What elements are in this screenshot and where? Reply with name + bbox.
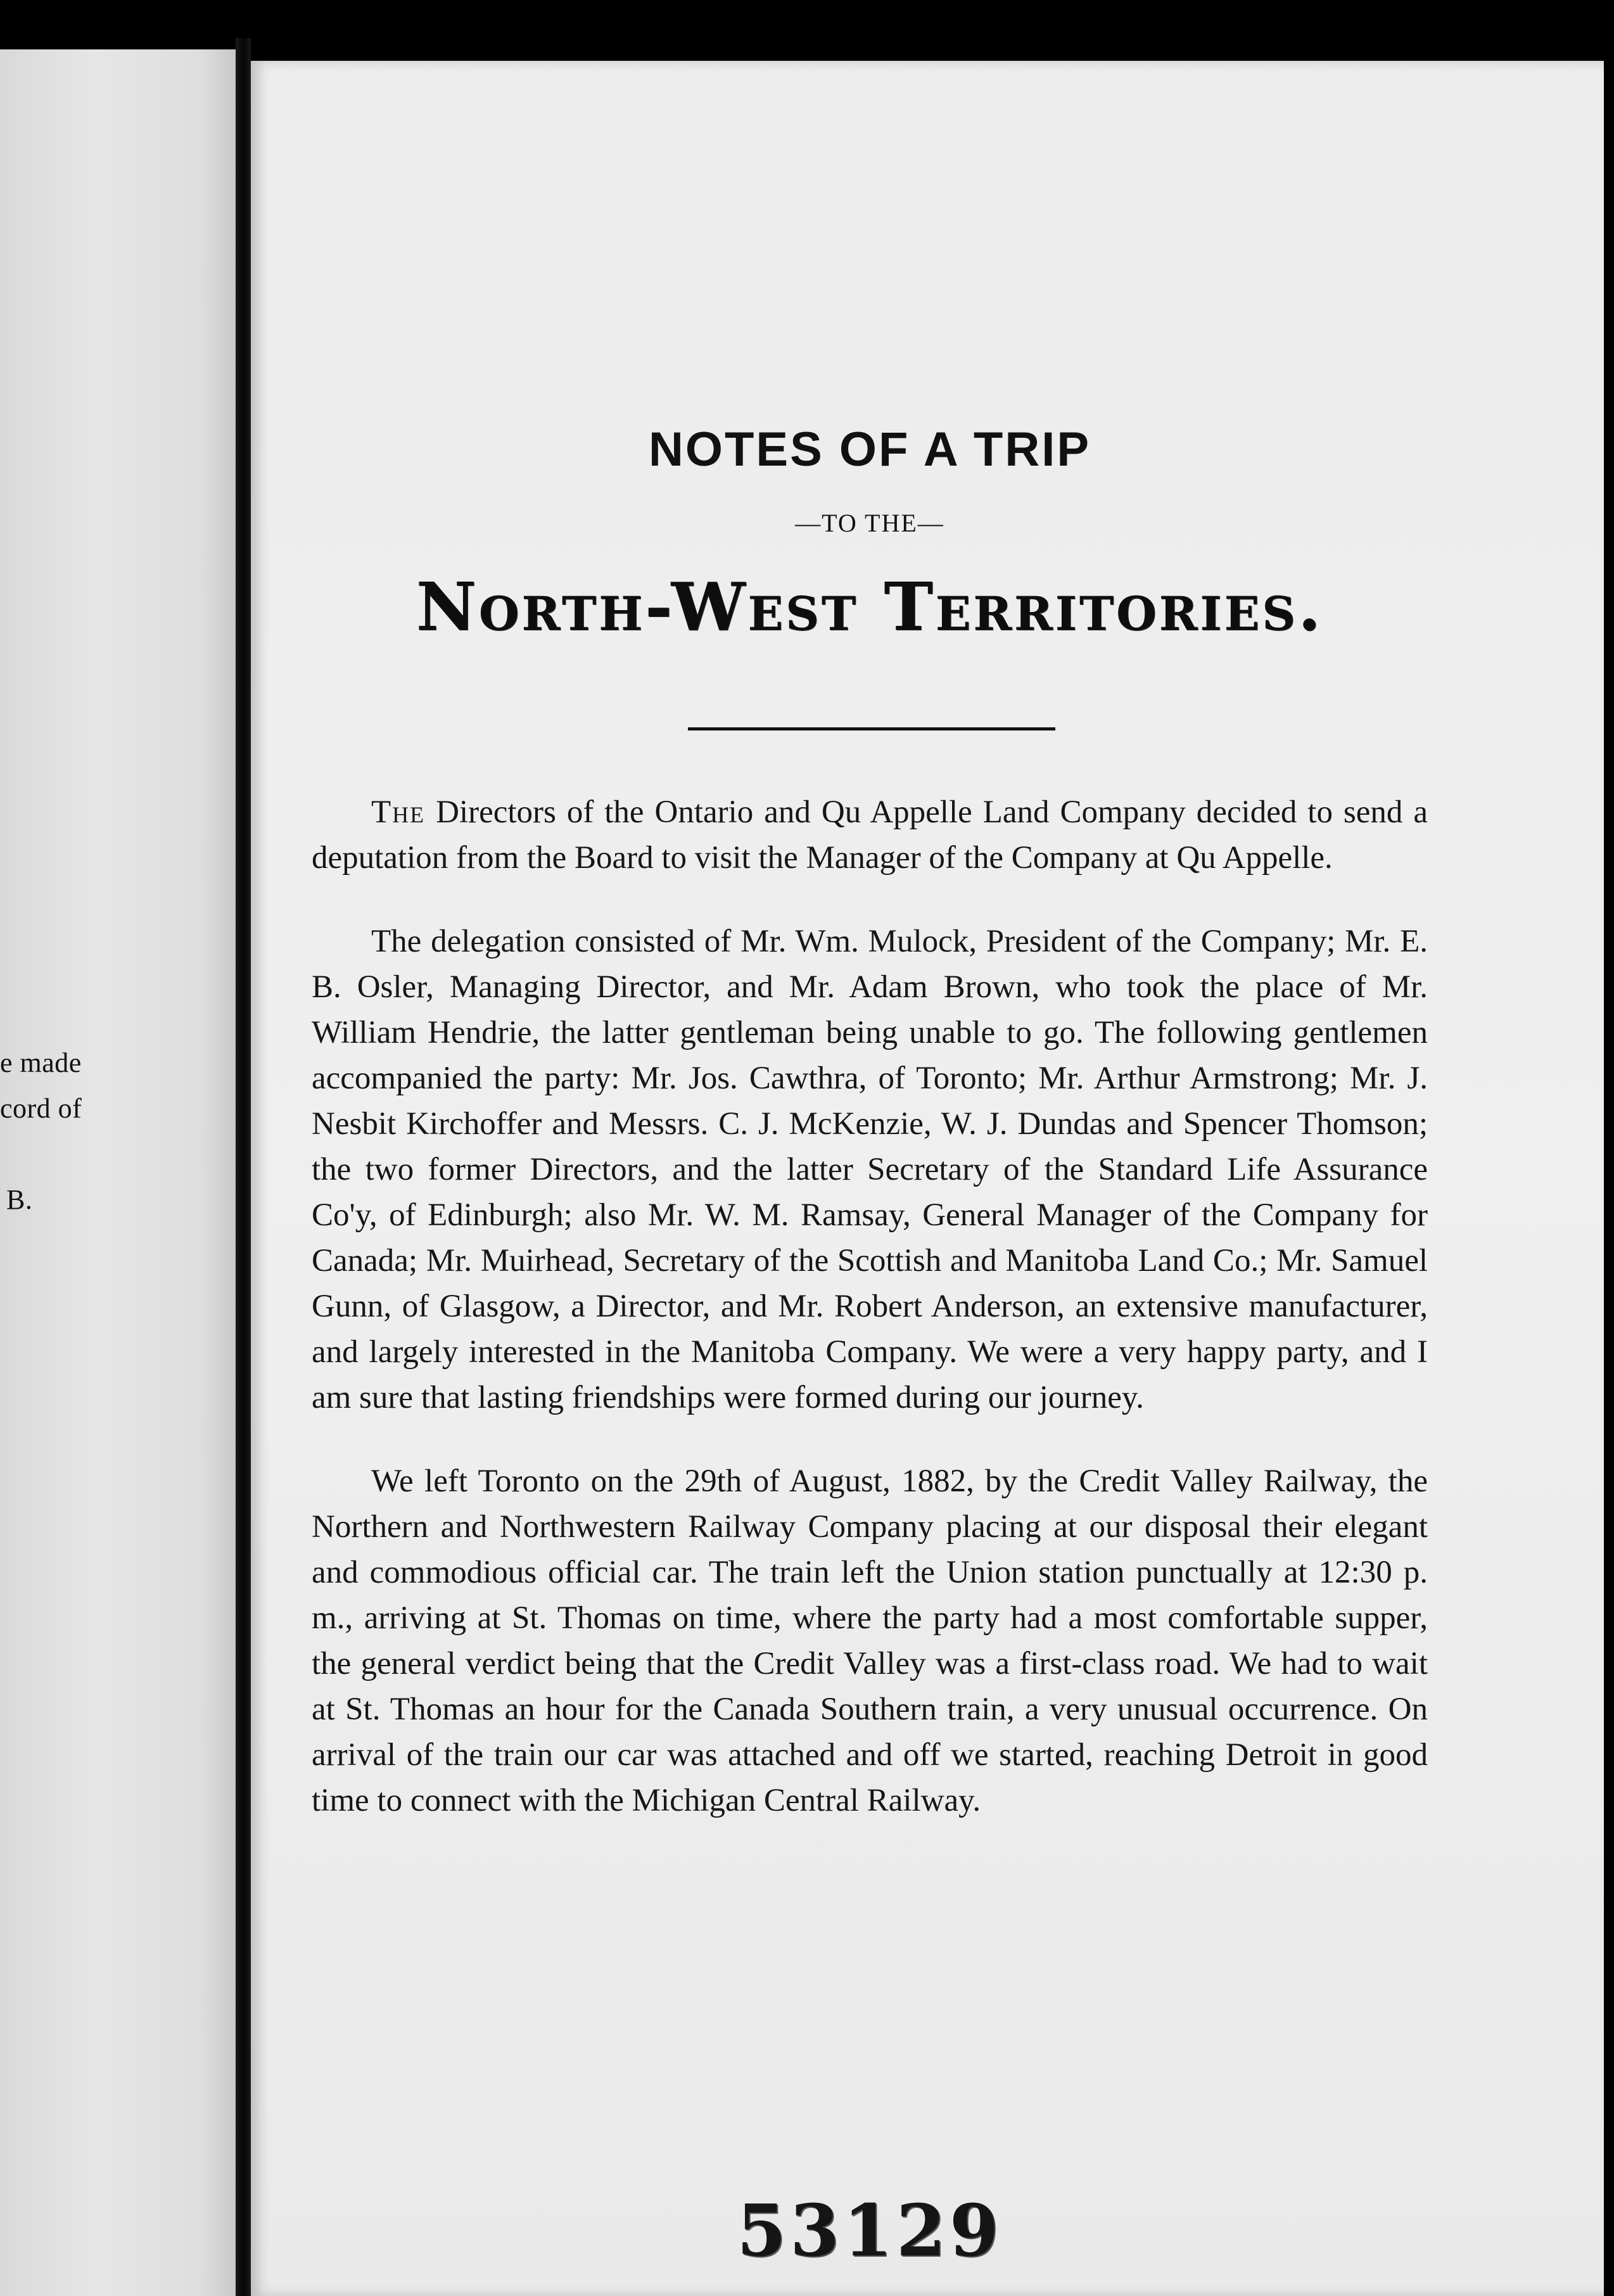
page-title: NOTES OF A TRIP (648, 423, 1091, 476)
previous-page-edge (0, 49, 236, 2296)
paragraph (312, 919, 1428, 1420)
page-subtitle: North-West Territories. (416, 568, 1324, 646)
left-page-fragment: cord of (0, 1093, 82, 1124)
paragraph-lead-word: The (371, 794, 426, 830)
paragraph (312, 1458, 1428, 1823)
book-gutter (236, 38, 251, 2296)
title-divider (688, 727, 1055, 730)
paragraph-text: The delegation consisted of Mr. Wm. Mulock, President of the Company; Mr. E. B. Osler, Managing Director, and Mr. Adam Brown, who took the place of Mr. William Hendrie, the latter gentleman being unable to go. The following gentlemen accompanied the party: Mr. Jos. Cawthra, of Toronto; Mr. Arthur Armstrong; Mr. J. Nesbit Kirchoffer and Messrs. C. J. McKenzie, W. J. Dundas and Spencer Thomson; the two former Directors, and the latter Secretary of the Standard Life Assurance Co'y, of Edinburgh; also Mr. W. M. Ramsay, General Manager of the Company for Canada; Mr. Muirhead, Secretary of the Scottish and Manitoba Land Co.; Mr. Samuel Gunn, of Glasgow, a Director, and Mr. Robert Anderson, an extensive manufacturer, and largely interested in the Manitoba Company. We were a very happy party, and I am sure that lasting friendships were formed during our journey. (312, 924, 1428, 1415)
paragraph-text: Directors of the Ontario and Qu Appelle Land Company decided to send a deputation from the Board to visit the Manager of the Company at Qu Appelle. (312, 794, 1428, 876)
body-text (312, 789, 1428, 1861)
left-page-fragment: B. (6, 1184, 33, 1215)
title-connector: —TO THE— (795, 509, 944, 537)
paragraph (312, 789, 1428, 881)
paragraph-text: We left Toronto on the 29th of August, 1882, by the Credit Valley Railway, the Northern and Northwestern Railway Company placing at our disposal their elegant and commodious official car. The train left the Union station punctually at 12:30 p. m., arriving at St. Thomas on time, where the party had a most comfortable supper, the general verdict being that the Credit Valley was a first-class road. We had to wait at St. Thomas an hour for the Canada Southern train, a very unusual occurrence. On arrival of the train our car was attached and off we started, reaching Detroit in good time to connect with the Michigan Central Railway. (312, 1464, 1428, 1818)
left-page-fragment: e made (0, 1047, 82, 1078)
catalog-number: 53129 (737, 2190, 1003, 2273)
main-page (251, 61, 1604, 2296)
